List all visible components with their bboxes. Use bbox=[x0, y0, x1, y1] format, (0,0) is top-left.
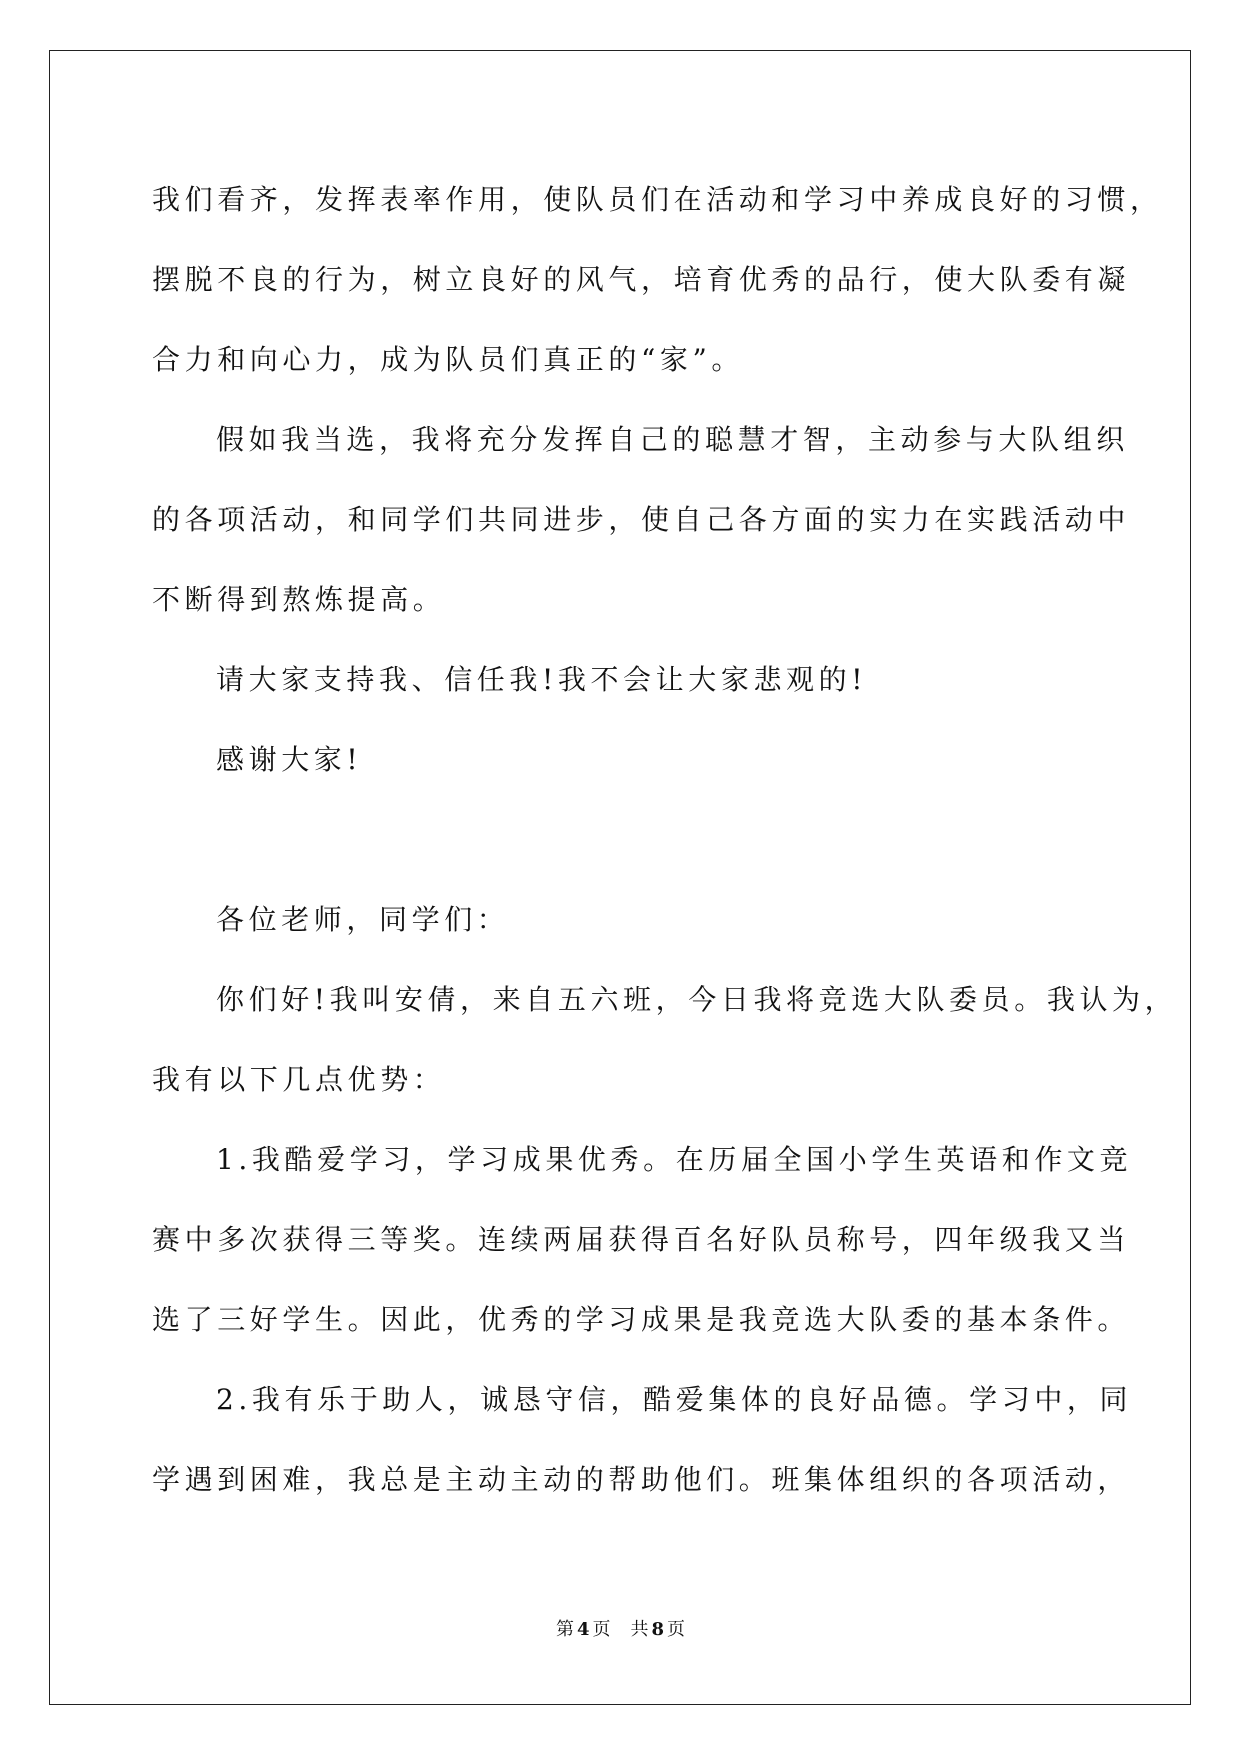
document-body bbox=[152, 160, 1178, 1520]
text-line: 各位老师，同学们： bbox=[216, 903, 510, 936]
text-line: 摆脱不良的行为，树立良好的风气，培育优秀的品行，使大队委有凝 bbox=[152, 263, 1131, 296]
text-line: 的各项活动，和同学们共同进步，使自己各方面的实力在实践活动中 bbox=[152, 503, 1131, 536]
text-line: 学遇到困难，我总是主动主动的帮助他们。班集体组织的各项活动， bbox=[152, 1463, 1131, 1496]
text-line: 我们看齐，发挥表率作用，使队员们在活动和学习中养成良好的习惯， bbox=[152, 183, 1163, 216]
page-footer bbox=[0, 1615, 1241, 1641]
footer-total-unit: 页 bbox=[667, 1619, 686, 1640]
text-line: 请大家支持我、信任我!我不会让大家悲观的! bbox=[216, 663, 868, 696]
text-line: 我有以下几点优势： bbox=[152, 1063, 446, 1096]
text-line: 你们好!我叫安倩，来自五六班，今日我将竞选大队委员。我认为， bbox=[216, 983, 1178, 1016]
paragraph-gap bbox=[152, 800, 1092, 880]
text-line: 赛中多次获得三等奖。连续两届获得百名好队员称号，四年级我又当 bbox=[152, 1223, 1131, 1256]
text-line: 不断得到熬炼提高。 bbox=[152, 583, 446, 616]
total-page-number: 8 bbox=[651, 1619, 665, 1640]
footer-page-unit: 页 bbox=[592, 1619, 611, 1640]
text-line: 假如我当选，我将充分发挥自己的聪慧才智，主动参与大队组织 bbox=[216, 423, 1129, 456]
text-line: 1.我酷爱学习，学习成果优秀。在历届全国小学生英语和作文竞 bbox=[216, 1143, 1133, 1176]
text-line: 选了三好学生。因此，优秀的学习成果是我竞选大队委的基本条件。 bbox=[152, 1303, 1131, 1336]
text-line: 2.我有乐于助人，诚恳守信，酷爱集体的良好品德。学习中，同 bbox=[216, 1383, 1133, 1416]
text-line: 感谢大家! bbox=[216, 743, 363, 776]
current-page-number: 4 bbox=[576, 1619, 590, 1640]
text-line: 合力和向心力，成为队员们真正的“家”。 bbox=[152, 343, 745, 376]
footer-total-prefix: 共 bbox=[630, 1619, 649, 1640]
footer-prefix: 第 bbox=[555, 1619, 574, 1640]
